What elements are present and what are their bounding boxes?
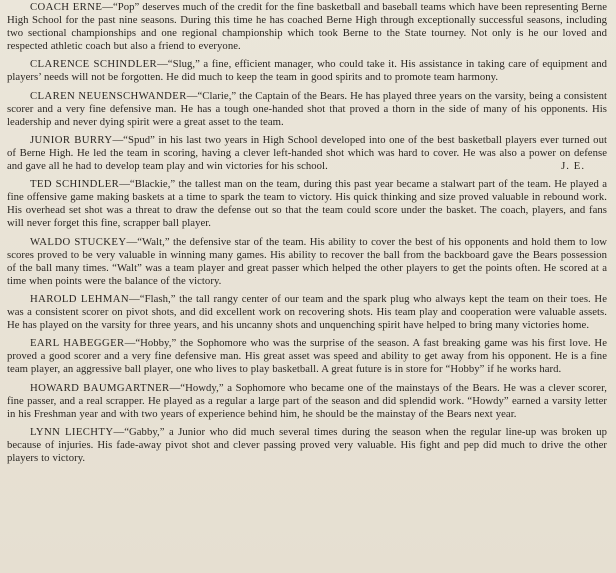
author-signature: J. E. bbox=[561, 159, 585, 172]
bio-name: TED SCHINDLER bbox=[30, 178, 120, 191]
bio-coach-erne bbox=[7, 1, 607, 53]
bio-text: —“Howdy,” a Sophomore who became one of the mainstays of the Bears. He was a clever scorer, fine passer, and a real scrapper. He played as a regular a large part of the season and did splendid work. “Howdy” earned a varsity letter in his Freshman year and with two years of experience behind him, he should be the mainstay of the Bears next year. bbox=[7, 381, 608, 420]
bio-text: —“Walt,” the defensive star of the team. His ability to cover the best of his opponents and hold them to low scores proved to be very valuable in winning many games. His ability to recover the ball from the backboard gave the Bears possession of the ball many times. “Walt” was a team player and great passer which helped the other players to get the points often. He scored at a time when points were the balance of the victory. bbox=[7, 235, 607, 287]
bio-text: —“Spud” in his last two years in High School developed into one of the best basketball players ever turned out of Berne High. He led the team in scoring, having a clever left-handed shot which was hard to cover. He was also a power on defense and gave all he had to develop team play and win victories for his school. bbox=[7, 134, 607, 172]
bio-claren-neuenschwander bbox=[7, 90, 607, 129]
bio-text: —“Blackie,” the tallest man on the team, during this past year became a stalwart part of the team. He played a fine offensive game making baskets at a time to spark the team to victory. His quick thinking and size proved valuable in rebound work. His overhead set shot was a threat to draw the defense out so that the team could score under the basket. The coach, players, and fans will never forget this fine, scrapper ball player. bbox=[7, 178, 607, 230]
bio-name: COACH ERNE bbox=[30, 1, 103, 13]
bio-waldo-stuckey bbox=[7, 236, 607, 288]
bio-ted-schindler bbox=[7, 178, 607, 230]
bio-name: EARL HABEGGER bbox=[30, 337, 125, 350]
bio-text: —“Clarie,” the Captain of the Bears. He has played three years on the varsity, being a consistent scorer and a very fine defensive man. He has a tough one-handed shot that proved a thorn in the side of many of his opponents. His leadership and never dying spirit were a great asset to the team. bbox=[7, 89, 607, 128]
bio-name: CLAREN NEUENSCHWANDER bbox=[30, 89, 187, 102]
bio-name: CLARENCE SCHINDLER bbox=[30, 58, 158, 71]
bio-text: —“Slug,” a fine, efficient manager, who could take it. His assistance in taking care of equipment and players’ needs will not be forgotten. He did much to keep the team in good spirits and to promote team harmony. bbox=[7, 58, 608, 84]
bio-lynn-liechty bbox=[7, 426, 607, 465]
bio-text: —“Gabby,” a Junior who did much several times during the season when the regular line-up was broken up because of injuries. His fade-away pivot shot and clever passing proved very valuable. His fight and pep did much to drive the other players to victory. bbox=[7, 426, 607, 465]
bio-name: JUNIOR BURRY bbox=[30, 134, 113, 147]
bio-name: LYNN LIECHTY bbox=[30, 426, 114, 439]
bio-name: WALDO STUCKEY bbox=[30, 235, 127, 248]
bio-name: HAROLD LEHMAN bbox=[30, 293, 130, 306]
bio-text: —“Hobby,” the Sophomore who was the surprise of the season. A fast breaking game was his first love. He proved a good scorer and a very fine defensive man. His great asset was speed and ability to get away from his opponent. He is a fine team player, an aggressive ball player, one who lives to play basketball. A great future is in store for “Hobby” if he works hard. bbox=[7, 337, 607, 376]
bio-text: —“Flash,” the tall rangy center of our team and the spark plug who always kept the team on their toes. He was a consistent scorer on pivot shots, and did excellent work on recovering shots. His team play and cooperation were valuable assets. He has played on the varsity for three years, and his uncanny shots and unquenching spirit have helped to bring many victories home. bbox=[7, 293, 607, 331]
bio-text: —“Pop” deserves much of the credit for the fine basketball and baseball teams which have been representing Berne High School for the past nine seasons. During this time he has coached Berne High through exceptionally successful seasons, including two sectional championships and one regional championship which took Berne to the State tourney. Not only is he our loved and respected athletic coach but also a friend to everyone. bbox=[7, 1, 608, 52]
bio-name: HOWARD BAUMGARTNER bbox=[30, 381, 170, 394]
bio-howard-baumgartner bbox=[7, 382, 607, 421]
bio-harold-lehman bbox=[7, 293, 607, 332]
bio-junior-burry bbox=[7, 134, 607, 173]
bio-earl-habegger bbox=[7, 337, 607, 376]
bio-clarence-schindler bbox=[7, 58, 607, 84]
